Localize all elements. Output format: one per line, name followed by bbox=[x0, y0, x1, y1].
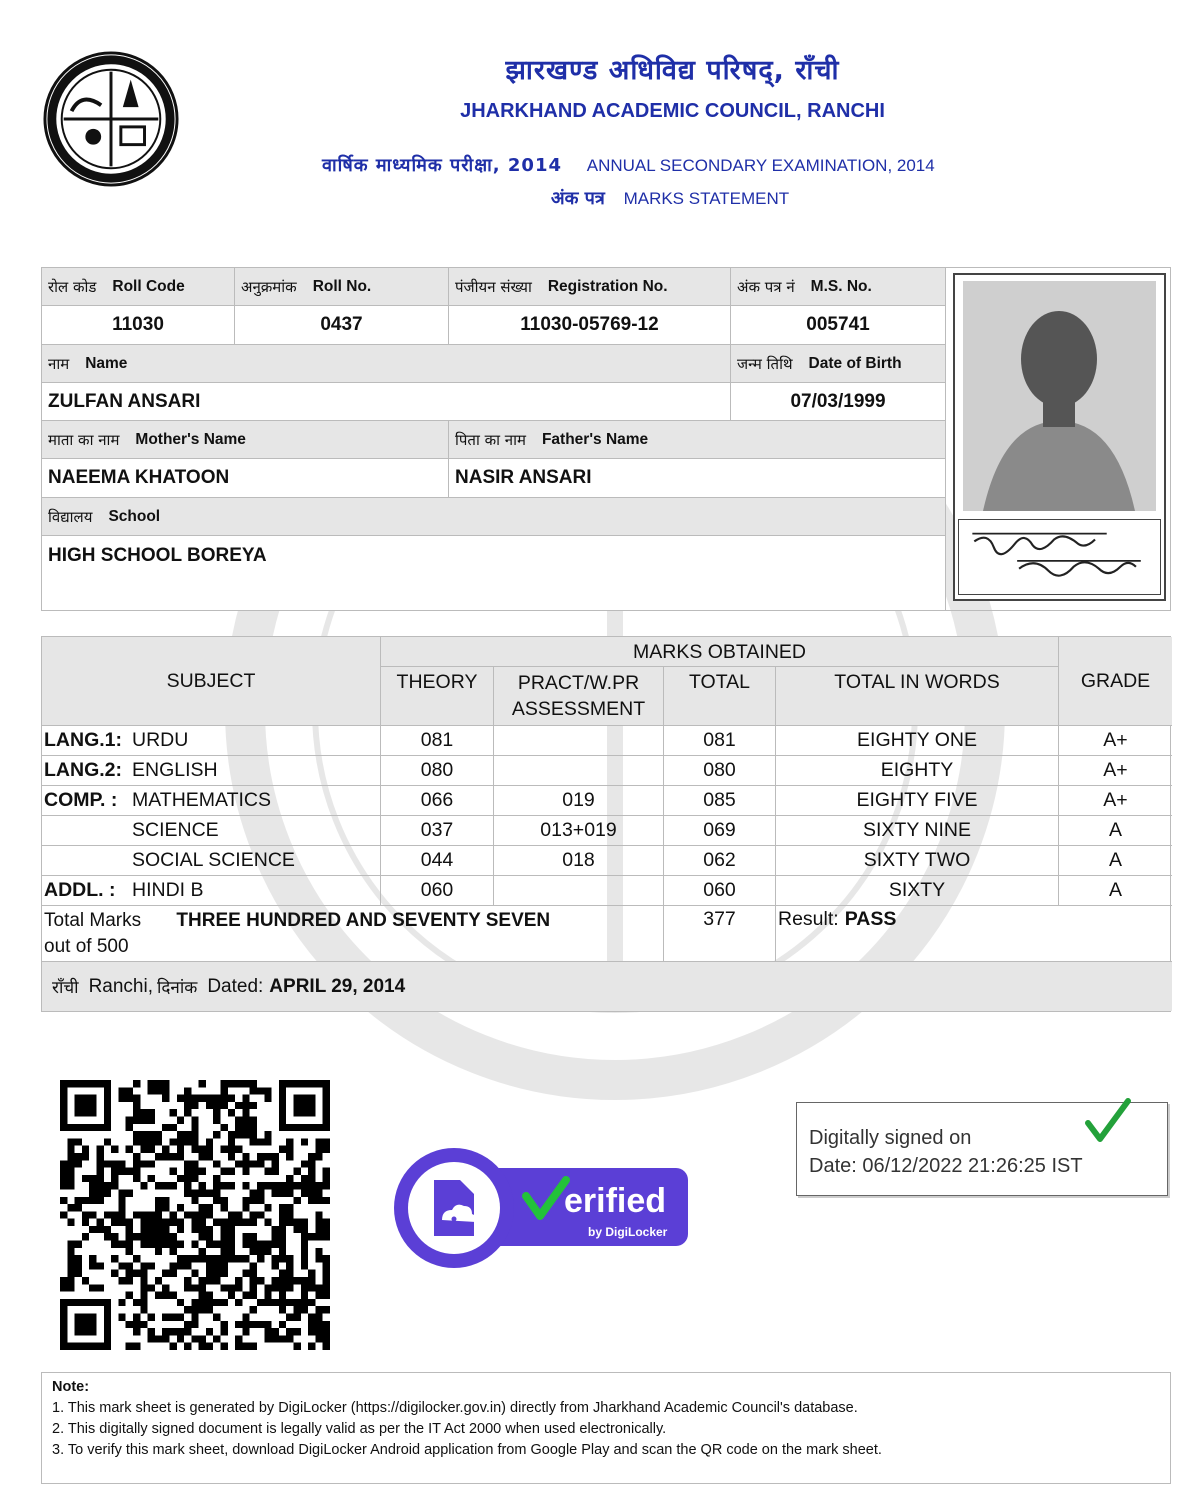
grade-cell: A bbox=[1059, 816, 1172, 846]
pract-cell bbox=[494, 876, 664, 906]
note-item: 3. To verify this mark sheet, download DigiLocker Android application from Google Play and scan the QR code on the mark sheet. bbox=[52, 1442, 882, 1458]
words-cell: SIXTY bbox=[776, 876, 1059, 906]
subject-name: SCIENCE bbox=[132, 819, 219, 841]
registration-label-hi: पंजीयन संख्या bbox=[455, 277, 532, 296]
note-item: 1. This mark sheet is generated by DigiLocker (https://digilocker.gov.in) directly from Jharkhand Academic Council's database. bbox=[52, 1400, 858, 1416]
subject-cell bbox=[42, 846, 381, 876]
exam-title-hindi: वार्षिक माध्यमिक परीक्षा, 2014 bbox=[322, 155, 562, 176]
marks-table bbox=[41, 636, 1171, 1012]
pract-header bbox=[494, 667, 664, 726]
date-hindi: दिनांक bbox=[156, 978, 198, 998]
grade-cell: A bbox=[1059, 876, 1172, 906]
signed-date-label: Date: bbox=[809, 1155, 857, 1177]
place-english: Ranchi, bbox=[88, 975, 153, 997]
ms-no-label-en: M.S. No. bbox=[810, 277, 872, 295]
student-photo-frame bbox=[953, 273, 1166, 601]
verified-text: erified bbox=[564, 1182, 667, 1220]
exam-title bbox=[322, 153, 935, 177]
theory-cell: 081 bbox=[381, 726, 494, 756]
subject-group-prefix: LANG.1: bbox=[44, 729, 122, 751]
mother-label-hi: माता का नाम bbox=[48, 430, 120, 449]
pract-cell: 018 bbox=[494, 846, 664, 876]
theory-header: THEORY bbox=[381, 667, 494, 726]
verified-subtext: by DigiLocker bbox=[588, 1225, 668, 1239]
mother-name-label bbox=[42, 421, 449, 459]
signed-date bbox=[809, 1155, 1083, 1178]
dob-label-en: Date of Birth bbox=[808, 354, 902, 372]
subject-header: SUBJECT bbox=[42, 637, 381, 726]
grade-cell: A+ bbox=[1059, 726, 1172, 756]
pract-cell: 013+019 bbox=[494, 816, 664, 846]
total-cell: 080 bbox=[664, 756, 776, 786]
pract-cell: 019 bbox=[494, 786, 664, 816]
words-cell: SIXTY TWO bbox=[776, 846, 1059, 876]
ms-no-value: 005741 bbox=[731, 306, 946, 345]
subject-group-prefix: LANG.2: bbox=[44, 759, 122, 781]
note-title: Note: bbox=[52, 1379, 90, 1395]
father-label-en: Father's Name bbox=[541, 430, 649, 448]
grade-cell: A+ bbox=[1059, 786, 1172, 816]
result-cell bbox=[776, 906, 1172, 962]
digital-signature-box bbox=[796, 1102, 1168, 1196]
theory-cell: 037 bbox=[381, 816, 494, 846]
words-cell: EIGHTY FIVE bbox=[776, 786, 1059, 816]
student-signature bbox=[958, 519, 1161, 595]
qr-code[interactable] bbox=[60, 1080, 330, 1350]
pract-cell bbox=[494, 726, 664, 756]
subject-name: MATHEMATICS bbox=[132, 789, 272, 811]
total-marks-label: Total Marks bbox=[44, 910, 142, 931]
theory-cell: 080 bbox=[381, 756, 494, 786]
grade-cell: A+ bbox=[1059, 756, 1172, 786]
council-title-english: JHARKHAND ACADEMIC COUNCIL, RANCHI bbox=[460, 100, 885, 122]
words-cell: EIGHTY bbox=[776, 756, 1059, 786]
school-label-en: School bbox=[108, 507, 161, 525]
registration-value: 11030-05769-12 bbox=[449, 306, 731, 345]
marks-statement-title bbox=[0, 186, 1200, 210]
subject-name: URDU bbox=[132, 729, 189, 751]
pract-header-line2: ASSESSMENT bbox=[511, 698, 646, 720]
total-marks-cell bbox=[42, 906, 664, 962]
dated-row bbox=[42, 962, 1172, 1011]
total-header: TOTAL bbox=[664, 667, 776, 726]
place-hindi: राँची bbox=[52, 978, 79, 998]
school-label bbox=[42, 498, 946, 536]
name-label bbox=[42, 345, 731, 383]
mother-label-en: Mother's Name bbox=[135, 430, 246, 448]
marks-statement-hindi: अंक पत्र bbox=[550, 188, 605, 209]
digitally-signed-text: Digitally signed on bbox=[809, 1127, 972, 1149]
roll-no-label-en: Roll No. bbox=[312, 277, 372, 295]
total-cell: 062 bbox=[664, 846, 776, 876]
total-cell: 069 bbox=[664, 816, 776, 846]
name-label-hi: नाम bbox=[48, 354, 70, 373]
marks-statement-english: MARKS STATEMENT bbox=[623, 189, 790, 208]
roll-code-label bbox=[42, 268, 235, 306]
pract-cell bbox=[494, 756, 664, 786]
dob-value: 07/03/1999 bbox=[731, 383, 946, 421]
subject-group-prefix: ADDL. : bbox=[44, 879, 116, 901]
father-name-label bbox=[449, 421, 946, 459]
father-label-hi: पिता का नाम bbox=[455, 430, 526, 449]
school-value: HIGH SCHOOL BOREYA bbox=[42, 536, 946, 610]
marks-obtained-header: MARKS OBTAINED bbox=[381, 637, 1059, 667]
subject-name: SOCIAL SCIENCE bbox=[132, 849, 295, 871]
father-name-value: NASIR ANSARI bbox=[449, 459, 946, 498]
total-marks-line bbox=[44, 908, 550, 934]
dob-label-hi: जन्म तिथि bbox=[737, 354, 793, 373]
grade-header: GRADE bbox=[1059, 637, 1172, 726]
total-marks-words: THREE HUNDRED AND SEVENTY SEVEN bbox=[176, 910, 551, 931]
name-value: ZULFAN ANSARI bbox=[42, 383, 731, 421]
roll-code-label-hi: रोल कोड bbox=[48, 277, 97, 296]
roll-no-value: 0437 bbox=[235, 306, 449, 345]
theory-cell: 060 bbox=[381, 876, 494, 906]
note-item: 2. This digitally signed document is legally valid as per the IT Act 2000 when used electronically. bbox=[52, 1421, 667, 1437]
subject-cell bbox=[42, 876, 381, 906]
check-icon bbox=[1082, 1097, 1132, 1145]
subject-cell bbox=[42, 756, 381, 786]
registration-label-en: Registration No. bbox=[547, 277, 668, 295]
ms-no-label-hi: अंक पत्र नं bbox=[737, 277, 795, 296]
digilocker-verified-badge bbox=[392, 1146, 689, 1270]
total-marks-value: 377 bbox=[664, 906, 776, 962]
result-label: Result: bbox=[778, 908, 839, 930]
grade-cell: A bbox=[1059, 846, 1172, 876]
subject-name: ENGLISH bbox=[132, 759, 218, 781]
exam-title-english: ANNUAL SECONDARY EXAMINATION, 2014 bbox=[586, 156, 935, 175]
result-value: PASS bbox=[844, 908, 897, 930]
name-label-en: Name bbox=[85, 354, 128, 372]
dated-value: APRIL 29, 2014 bbox=[269, 975, 406, 997]
subject-cell bbox=[42, 816, 381, 846]
dob-label bbox=[731, 345, 946, 383]
roll-no-label-hi: अनुक्रमांक bbox=[241, 277, 297, 296]
total-words-header: TOTAL IN WORDS bbox=[776, 667, 1059, 726]
subject-name: HINDI B bbox=[132, 879, 204, 901]
theory-cell: 066 bbox=[381, 786, 494, 816]
mother-name-value: NAEEMA KHATOON bbox=[42, 459, 449, 498]
note-box bbox=[41, 1372, 1171, 1484]
subject-cell bbox=[42, 726, 381, 756]
pract-header-line1: PRACT/W.PR bbox=[517, 672, 640, 694]
theory-cell: 044 bbox=[381, 846, 494, 876]
ms-no-label bbox=[731, 268, 946, 306]
subject-group-prefix: COMP. : bbox=[44, 789, 118, 811]
roll-no-label bbox=[235, 268, 449, 306]
total-out-of: out of 500 bbox=[44, 936, 129, 957]
registration-label bbox=[449, 268, 731, 306]
total-cell: 081 bbox=[664, 726, 776, 756]
total-cell: 085 bbox=[664, 786, 776, 816]
student-photo bbox=[963, 281, 1156, 511]
dated-label: Dated: bbox=[207, 975, 264, 997]
subject-cell bbox=[42, 786, 381, 816]
roll-code-value: 11030 bbox=[42, 306, 235, 345]
signed-date-value: 06/12/2022 21:26:25 IST bbox=[862, 1155, 1083, 1177]
school-label-hi: विद्यालय bbox=[48, 507, 93, 526]
council-title-hindi: झारखण्ड अधिविद्य परिषद्, राँची bbox=[505, 55, 840, 86]
student-details-panel bbox=[41, 267, 1171, 611]
roll-code-label-en: Roll Code bbox=[112, 277, 185, 295]
total-cell: 060 bbox=[664, 876, 776, 906]
words-cell: EIGHTY ONE bbox=[776, 726, 1059, 756]
words-cell: SIXTY NINE bbox=[776, 816, 1059, 846]
